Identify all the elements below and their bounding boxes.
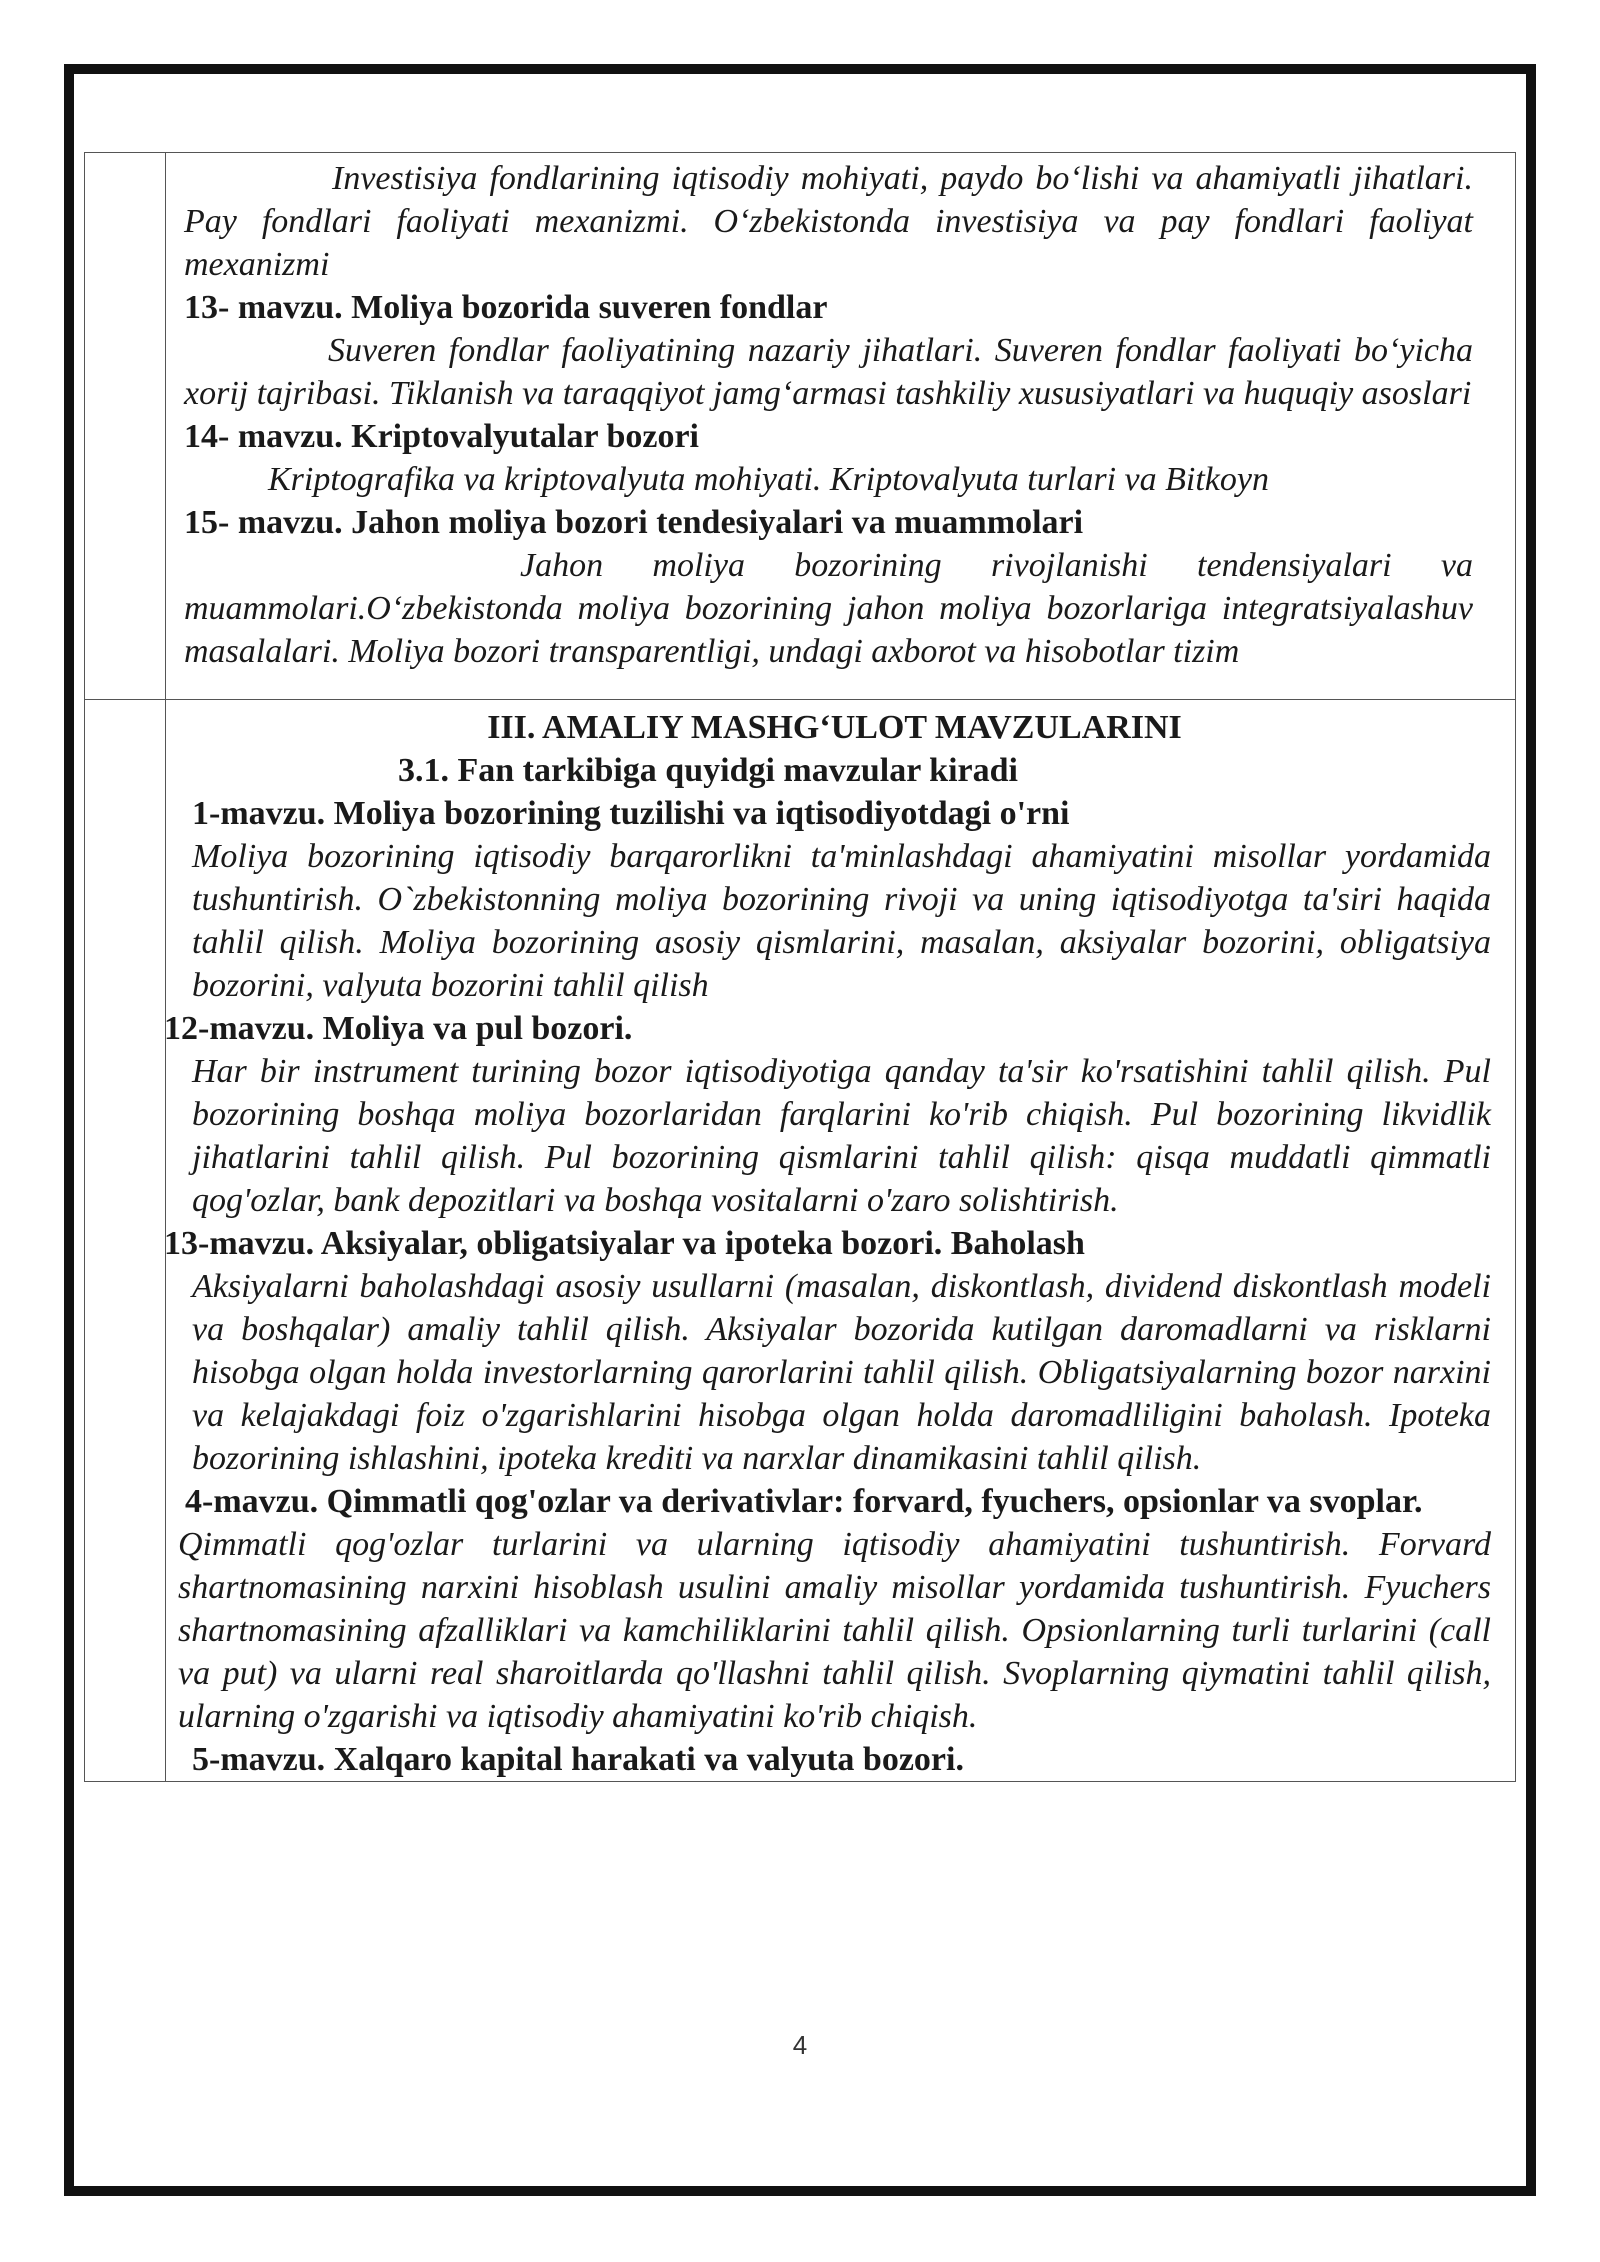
topic13-title: 13- mavzu. Moliya bozorida suveren fondlar — [184, 289, 828, 326]
practice3-title: 13-mavzu. Aksiyalar, obligatsiyalar va ipoteka bozori. Baholash — [164, 1225, 1085, 1262]
content-cell — [166, 700, 1516, 1782]
practice2-description: Har bir instrument turining bozor iqtisodiyotiga qanday ta'sir ko'rsatishini tahlil qilish. Pul bozorining boshqa moliya bozorlaridan farqlarini ko'rib chiqish. Pul bozorining likvidlik jihatlarini tahlil qilish. Pul bozorining qismlarini tahlil qilish: qisqa muddatli qimmatli qog'ozlar, bank depozitlari va boshqa vositalarni o'zaro solishtirish. — [192, 1053, 1491, 1219]
topic15-description: Jahon moliya bozorining rivojlanishi tendensiyalari va muammolari.O‘zbekistonda moliya bozorining jahon moliya bozorlariga integratsiyalashuv masalalari. Moliya bozori transparentligi, undagi axborot va hisobotlar tizim — [184, 547, 1473, 670]
content-cell — [166, 153, 1516, 700]
table-row — [85, 153, 1516, 700]
section-heading: III. AMALIY MASHG‘ULOT MAVZULARINI — [487, 709, 1182, 746]
practice4-title: 4-mavzu. Qimmatli qog'ozlar va derivativlar: forvard, fyuchers, opsionlar va svoplar. — [185, 1483, 1423, 1520]
practice3-description: Aksiyalarni baholashdagi asosiy usullarni (masalan, diskontlash, dividend diskontlash modeli va boshqalar) amaliy tahlil qilish. Aksiyalar bozorida kutilgan daromadlarni va risklarni hisobga olgan holda investorlarning qarorlarini tahlil qilish. Obligatsiyalarning bozor narxini va kelajakdagi foiz o'zgarishlarini hisobga olgan holda daromadliligini baholash. Ipoteka bozorining ishlashini, ipoteka krediti va narxlar dinamikasini tahlil qilish. — [192, 1268, 1491, 1477]
syllabus-table — [84, 152, 1516, 1782]
topic13-description: Suveren fondlar faoliyatining nazariy jihatlari. Suveren fondlar faoliyati bo‘yicha xorij tajribasi. Tiklanish va taraqqiyot jamg‘armasi tashkiliy xususiyatlari va huquqiy asoslari — [184, 332, 1473, 412]
page-number: 4 — [792, 2030, 808, 2060]
topic12-description: Investisiya fondlarining iqtisodiy mohiyati, paydo bo‘lishi va ahamiyatli jihatlari. Pay fondlari faoliyati mexanizmi. O‘zbekistonda investisiya va pay fondlari faoliyat mexanizmi — [184, 160, 1473, 283]
practice5-title: 5-mavzu. Xalqaro kapital harakati va valyuta bozori. — [192, 1741, 964, 1778]
number-cell — [85, 153, 166, 700]
number-cell — [85, 700, 166, 1782]
practice1-description: Moliya bozorining iqtisodiy barqarorlikni ta'minlashdagi ahamiyatini misollar yordamida tushuntirish. O`zbekistonning moliya bozorining rivoji va uning iqtisodiyotga ta'siri haqida tahlil qilish. Moliya bozorining asosiy qismlarini, masalan, aksiyalar bozorini, obligatsiya bozorini, valyuta bozorini tahlil qilish — [192, 838, 1491, 1004]
section-subheading: 3.1. Fan tarkibiga quyidgi mavzular kiradi — [398, 752, 1018, 789]
topic14-description: Kriptografika va kriptovalyuta mohiyati. Kriptovalyuta turlari va Bitkoyn — [268, 461, 1269, 498]
topic14-title: 14- mavzu. Kriptovalyutalar bozori — [184, 418, 699, 455]
table-row — [85, 700, 1516, 1782]
practice2-title: 12-mavzu. Moliya va pul bozori. — [164, 1010, 633, 1047]
topic15-title: 15- mavzu. Jahon moliya bozori tendesiyalari va muammolari — [184, 504, 1084, 541]
practice1-title: 1-mavzu. Moliya bozorining tuzilishi va iqtisodiyotdagi o'rni — [192, 795, 1070, 832]
practice4-description: Qimmatli qog'ozlar turlarini va ularning iqtisodiy ahamiyatini tushuntirish. Forvard shartnomasining narxini hisoblash usulini amaliy misollar yordamida tushuntirish. Fyuchers shartnomasining afzalliklari va kamchiliklarini tahlil qilish. Opsionlarning turli turlarini (call va put) va ularni real sharoitlarda qo'llashni tahlil qilish. Svoplarning qiymatini tahlil qilish, ularning o'zgarishi va iqtisodiy ahamiyatini ko'rib chiqish. — [178, 1526, 1491, 1735]
